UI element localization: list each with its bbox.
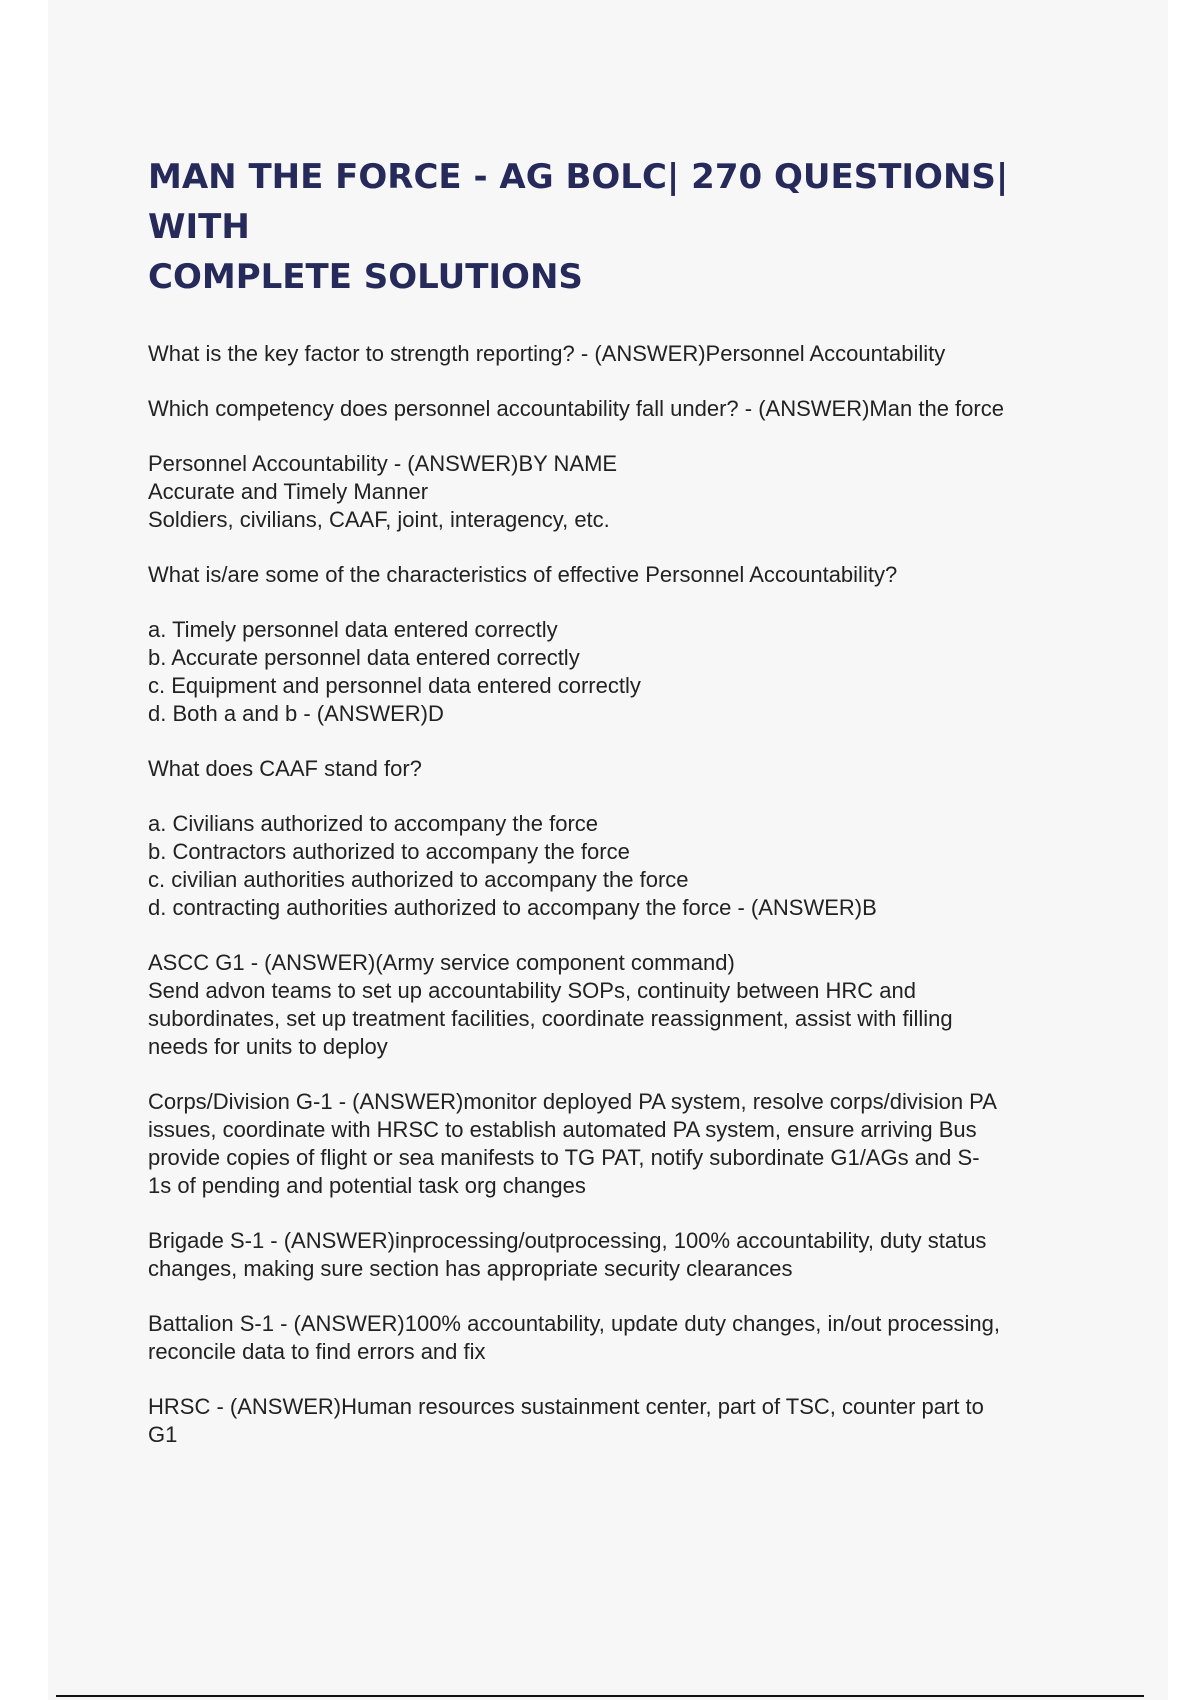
qa-options — [148, 810, 1088, 922]
text-line: Which competency does personnel accountability fall under? - (ANSWER)Man the force — [148, 396, 1004, 421]
title-line: COMPLETE SOLUTIONS — [148, 257, 583, 297]
qa-item — [148, 1227, 1088, 1283]
option-line: d. Both a and b - (ANSWER)D — [148, 701, 444, 726]
text-line: Soldiers, civilians, CAAF, joint, interagency, etc. — [148, 507, 610, 532]
qa-item — [148, 340, 1088, 368]
document-title — [148, 152, 1088, 302]
text-line: changes, making sure section has appropriate security clearances — [148, 1256, 793, 1281]
option-line: a. Civilians authorized to accompany the force — [148, 811, 599, 836]
qa-item — [148, 1393, 1088, 1449]
qa-list — [148, 340, 1088, 1449]
text-line: Brigade S-1 - (ANSWER)inprocessing/outprocessing, 100% accountability, duty status — [148, 1228, 987, 1253]
option-line: c. civilian authorities authorized to accompany the force — [148, 867, 689, 892]
option-line: c. Equipment and personnel data entered correctly — [148, 673, 641, 698]
text-line: Send advon teams to set up accountability SOPs, continuity between HRC and — [148, 978, 916, 1003]
qa-item — [148, 1088, 1088, 1200]
option-line: d. contracting authorities authorized to accompany the force - (ANSWER)B — [148, 895, 877, 920]
qa-item — [148, 1310, 1088, 1366]
text-line: issues, coordinate with HRSC to establish automated PA system, ensure arriving Bus — [148, 1117, 977, 1142]
text-line: What does CAAF stand for? — [148, 756, 422, 781]
document-content — [148, 152, 1088, 1476]
text-line: 1s of pending and potential task org changes — [148, 1173, 586, 1198]
text-line: What is the key factor to strength reporting? - (ANSWER)Personnel Accountability — [148, 341, 946, 366]
qa-item — [148, 450, 1088, 534]
option-line: a. Timely personnel data entered correctly — [148, 617, 558, 642]
text-line: Personnel Accountability - (ANSWER)BY NAME — [148, 451, 618, 476]
text-line: ASCC G1 - (ANSWER)(Army service component command) — [148, 950, 735, 975]
text-line: needs for units to deploy — [148, 1034, 388, 1059]
text-line: reconcile data to find errors and fix — [148, 1339, 486, 1364]
text-line: Battalion S-1 - (ANSWER)100% accountability, update duty changes, in/out processing, — [148, 1311, 1000, 1336]
text-line: HRSC - (ANSWER)Human resources sustainment center, part of TSC, counter part to — [148, 1394, 984, 1419]
title-line: MAN THE FORCE - AG BOLC| 270 QUESTIONS| WITH — [148, 157, 1021, 247]
qa-options — [148, 616, 1088, 728]
option-line: b. Contractors authorized to accompany the force — [148, 839, 630, 864]
text-line: Accurate and Timely Manner — [148, 479, 429, 504]
qa-item — [148, 949, 1088, 1061]
text-line: subordinates, set up treatment facilities, coordinate reassignment, assist with filling — [148, 1006, 953, 1031]
qa-item — [148, 395, 1088, 423]
text-line: What is/are some of the characteristics of effective Personnel Accountability? — [148, 562, 898, 587]
text-line: G1 — [148, 1422, 178, 1447]
option-line: b. Accurate personnel data entered correctly — [148, 645, 580, 670]
qa-question — [148, 755, 1088, 783]
page-bottom-rule — [56, 1695, 1144, 1697]
text-line: provide copies of flight or sea manifests to TG PAT, notify subordinate G1/AGs and S- — [148, 1145, 980, 1170]
qa-question — [148, 561, 1088, 589]
text-line: Corps/Division G-1 - (ANSWER)monitor deployed PA system, resolve corps/division PA — [148, 1089, 997, 1114]
